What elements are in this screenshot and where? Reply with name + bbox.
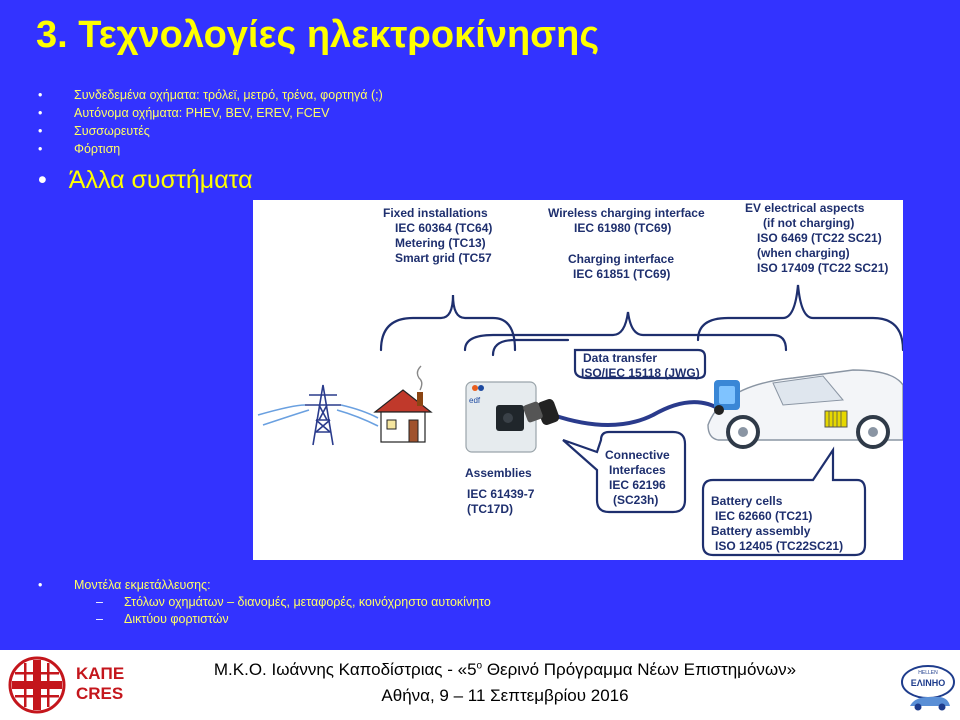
ellino-logo-icon	[900, 658, 956, 714]
fixed-installations-smart-grid: Smart grid (TC57	[395, 251, 492, 265]
business-models-list	[38, 577, 491, 628]
charging-cable	[553, 402, 721, 425]
wireless-charging-label	[548, 206, 705, 236]
bullet-item	[38, 104, 383, 122]
pylon-icon	[258, 385, 378, 445]
connective-title: Connective	[605, 448, 670, 462]
cres-logo-text	[76, 664, 124, 704]
brace-assemblies	[493, 340, 568, 355]
footer-event-title-sup: ο	[476, 660, 483, 672]
assemblies-title: Assemblies	[465, 466, 532, 480]
dash-marker: –	[96, 595, 103, 609]
footer-event-title	[180, 660, 830, 680]
other-systems-heading	[38, 166, 253, 195]
bullet-marker: •	[38, 106, 43, 120]
ellino-logo-top: HELLEN	[918, 670, 938, 676]
fixed-installations-iec: IEC 60364 (TC64)	[395, 221, 493, 235]
bullet-text: Αυτόνομα οχήματα: PHEV, BEV, EREV, FCEV	[74, 106, 330, 120]
other-systems-text: Άλλα συστήματα	[68, 166, 253, 194]
bullet-item	[38, 140, 383, 158]
fixed-installations-title: Fixed installations	[383, 206, 488, 220]
ev-electrical-iso6469: ISO 6469 (TC22 SC21)	[757, 231, 882, 245]
bullet-marker: •	[38, 166, 47, 194]
brace-ev-electrical	[698, 285, 903, 350]
ev-electrical-iso17409: ISO 17409 (TC22 SC21)	[757, 261, 889, 275]
ev-electrical-label	[745, 201, 888, 276]
bullet-text: Φόρτιση	[74, 142, 121, 156]
battery-label	[711, 494, 843, 554]
bullet-text: Συσσωρευτές	[74, 124, 150, 138]
charging-interface-standard: IEC 61851 (TC69)	[573, 267, 671, 281]
connective-interfaces-label	[605, 448, 670, 508]
ellino-logo-text: ΕΛΙΝΗΟ	[910, 678, 946, 688]
wireless-charging-standard: IEC 61980 (TC69)	[574, 221, 672, 235]
brace-fixed-installations	[381, 295, 515, 350]
bullet-marker: •	[38, 124, 43, 138]
business-models-heading	[38, 577, 491, 594]
bullet-marker: •	[38, 88, 43, 102]
ev-electrical-when-charging: (when charging)	[757, 246, 850, 260]
business-models-item	[38, 594, 491, 611]
battery-assembly-title: Battery assembly	[711, 524, 811, 538]
ev-electrical-title: EV electrical aspects	[745, 201, 865, 215]
connective-interfaces: Interfaces	[609, 463, 666, 477]
charging-station-icon	[466, 382, 536, 452]
bullet-item	[38, 122, 383, 140]
assemblies-tc: (TC17D)	[467, 502, 514, 516]
slide-footer	[0, 650, 960, 720]
electric-car-icon	[708, 370, 903, 447]
charging-interface-title: Charging interface	[568, 252, 675, 266]
bullet-item	[38, 86, 383, 104]
wireless-charging-title: Wireless charging interface	[548, 206, 705, 220]
business-models-heading-text: Μοντέλα εκμετάλλευσης:	[74, 578, 211, 592]
assemblies-standard: IEC 61439-7	[467, 487, 535, 501]
kape-text: ΚΑΠΕ	[76, 664, 125, 683]
bullet-marker: •	[38, 578, 43, 592]
bullet-text: Συνδεδεμένα οχήματα: τρόλεϊ, μετρό, τρένα, φορτηγά (;)	[74, 88, 383, 102]
edf-label: edf	[469, 396, 481, 405]
data-transfer-standard: ISO/IEC 15118 (JWG)	[581, 366, 700, 380]
dash-marker: –	[96, 612, 103, 626]
battery-assembly-standard: ISO 12405 (TC22SC21)	[715, 539, 844, 553]
assemblies-label	[465, 466, 534, 517]
ev-standards-diagram	[253, 200, 903, 560]
fixed-installations-label	[383, 206, 492, 266]
cres-text: CRES	[76, 684, 124, 703]
connective-standard: IEC 62196	[609, 478, 666, 492]
data-transfer-title: Data transfer	[583, 351, 658, 365]
business-models-item-text: Δικτύου φορτιστών	[124, 612, 229, 626]
battery-cells-title: Battery cells	[711, 494, 783, 508]
footer-event-date: Αθήνα, 9 – 11 Σεπτεμβρίου 2016	[381, 686, 629, 705]
slide-title: 3. Τεχνολογίες ηλεκτροκίνησης	[36, 14, 600, 56]
business-models-item	[38, 611, 491, 628]
footer-event-title-start: Μ.Κ.Ο. Ιωάννης Καποδίστριας - «5	[213, 660, 477, 679]
charging-interface-label	[568, 252, 674, 282]
connective-sc: (SC23h)	[613, 493, 659, 507]
ev-electrical-not-charging: (if not charging)	[763, 216, 855, 230]
cres-logo-icon	[8, 656, 66, 714]
bullet-list	[38, 86, 383, 158]
data-transfer-label	[581, 351, 700, 381]
fixed-installations-metering: Metering (TC13)	[395, 236, 486, 250]
house-icon	[375, 366, 431, 442]
bullet-marker: •	[38, 142, 43, 156]
battery-cells-standard: IEC 62660 (TC21)	[715, 509, 813, 523]
footer-event-title-end: Θερινό Πρόγραμμα Νέων Επιστημόνων»	[482, 660, 797, 679]
business-models-item-text: Στόλων οχημάτων – διανομές, μεταφορές, κοινόχρηστο αυτοκίνητο	[124, 595, 491, 609]
